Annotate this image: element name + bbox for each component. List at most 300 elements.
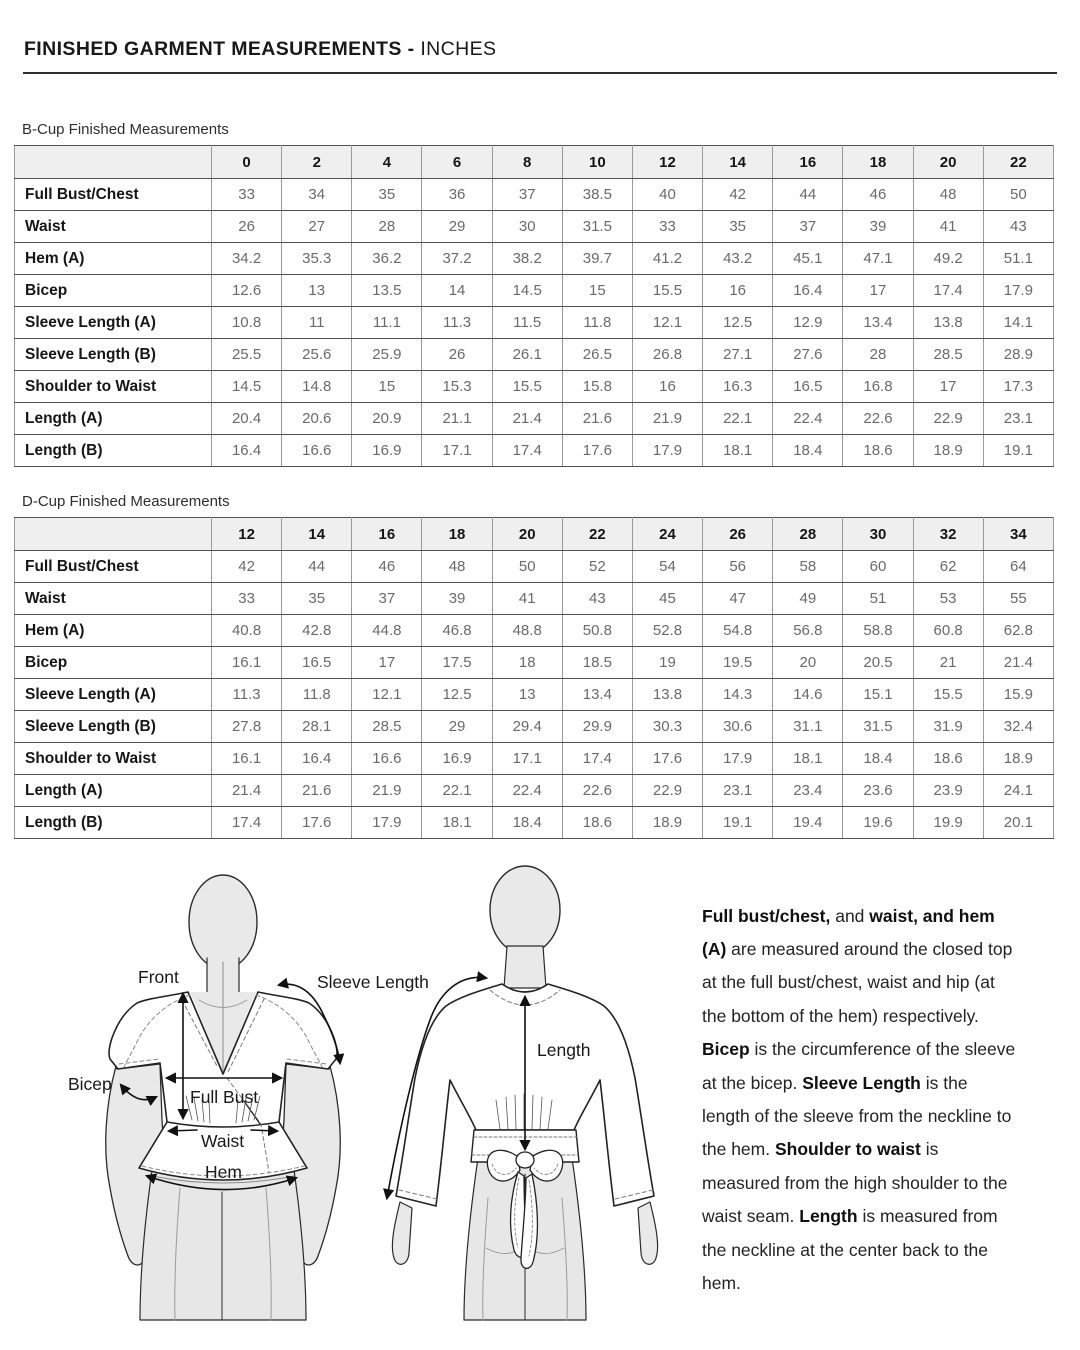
waist-label: Waist [201, 1131, 245, 1151]
measurement-value: 15.8 [562, 371, 632, 403]
measurement-value: 16.5 [773, 371, 843, 403]
measurement-value: 32.4 [983, 711, 1053, 743]
measurement-value: 36 [422, 179, 492, 211]
size-column-header: 20 [913, 146, 983, 179]
measurement-value: 45 [632, 583, 702, 615]
measurement-value: 18.4 [492, 807, 562, 839]
size-column-header: 8 [492, 146, 562, 179]
measurement-value: 11.8 [282, 679, 352, 711]
measurement-value: 28 [843, 339, 913, 371]
measurement-value: 16.4 [773, 275, 843, 307]
size-column-header: 18 [422, 518, 492, 551]
measurement-value: 16.9 [422, 743, 492, 775]
measurement-value: 20.1 [983, 807, 1053, 839]
measurement-value: 10.8 [212, 307, 282, 339]
measurement-value: 29.9 [562, 711, 632, 743]
measurement-value: 54.8 [703, 615, 773, 647]
measurement-value: 35 [703, 211, 773, 243]
measurement-value: 39 [422, 583, 492, 615]
measurement-value: 19.1 [703, 807, 773, 839]
measurement-value: 15.9 [983, 679, 1053, 711]
measurement-value: 13 [492, 679, 562, 711]
measurement-value: 12.1 [632, 307, 702, 339]
measurement-row [15, 179, 1054, 211]
measurement-value: 44 [282, 551, 352, 583]
measurement-value: 50 [983, 179, 1053, 211]
measurement-value: 19.1 [983, 435, 1053, 467]
measurement-value: 29.4 [492, 711, 562, 743]
measurement-value: 41.2 [632, 243, 702, 275]
measurement-value: 13.8 [632, 679, 702, 711]
measurement-label: Hem (A) [15, 615, 212, 647]
measurement-value: 17.4 [913, 275, 983, 307]
size-column-header: 22 [562, 518, 632, 551]
measurement-row [15, 807, 1054, 839]
measurement-value: 48.8 [492, 615, 562, 647]
measurement-value: 16.6 [282, 435, 352, 467]
measurement-value: 26.1 [492, 339, 562, 371]
measurement-value: 44 [773, 179, 843, 211]
measurement-value: 37.2 [422, 243, 492, 275]
measurement-value: 27 [282, 211, 352, 243]
measurement-label: Shoulder to Waist [15, 743, 212, 775]
measurement-value: 17.3 [983, 371, 1053, 403]
measurement-value: 11.1 [352, 307, 422, 339]
measurement-value: 13.8 [913, 307, 983, 339]
measurement-value: 29 [422, 711, 492, 743]
measurement-value: 15.3 [422, 371, 492, 403]
sleeve-length-label: Sleeve Length [317, 972, 429, 992]
measurement-value: 23.6 [843, 775, 913, 807]
measurement-label: Length (B) [15, 807, 212, 839]
measurement-value: 12.9 [773, 307, 843, 339]
measurement-value: 55 [983, 583, 1053, 615]
size-column-header: 28 [773, 518, 843, 551]
measurement-value: 41 [492, 583, 562, 615]
measurement-value: 16 [632, 371, 702, 403]
measurement-value: 31.5 [843, 711, 913, 743]
measurement-row [15, 647, 1054, 679]
measurement-row [15, 711, 1054, 743]
measurement-value: 16 [703, 275, 773, 307]
b-cup-table-header [15, 146, 1054, 179]
measurement-label: Hem (A) [15, 243, 212, 275]
measurement-value: 18.4 [773, 435, 843, 467]
measurement-value: 17.5 [422, 647, 492, 679]
measurement-value: 34.2 [212, 243, 282, 275]
measurement-value: 17.9 [983, 275, 1053, 307]
measurement-value: 40 [632, 179, 702, 211]
measurement-value: 37 [773, 211, 843, 243]
measurement-value: 17 [843, 275, 913, 307]
page-title [24, 38, 496, 61]
measurement-value: 16.1 [212, 647, 282, 679]
measurement-label: Full Bust/Chest [15, 179, 212, 211]
measurement-value: 28.5 [913, 339, 983, 371]
measurement-value: 42 [212, 551, 282, 583]
measurement-value: 46 [843, 179, 913, 211]
size-column-header: 16 [773, 146, 843, 179]
measurement-value: 38.5 [562, 179, 632, 211]
front-pants [140, 1170, 306, 1320]
measurement-value: 16.3 [703, 371, 773, 403]
measurement-value: 11.8 [562, 307, 632, 339]
measurement-value: 25.9 [352, 339, 422, 371]
measurement-value: 38.2 [492, 243, 562, 275]
measurement-row [15, 743, 1054, 775]
measurement-value: 25.5 [212, 339, 282, 371]
measurement-value: 58.8 [843, 615, 913, 647]
table-corner-cell [15, 518, 212, 551]
measurement-row [15, 551, 1054, 583]
title-divider [23, 72, 1057, 74]
b-cup-measurements-table [14, 145, 1054, 467]
measurement-value: 35 [352, 179, 422, 211]
garment-measurement-diagram [40, 858, 700, 1327]
measurement-value: 15 [352, 371, 422, 403]
measurement-value: 39 [843, 211, 913, 243]
measurement-value: 17.4 [492, 435, 562, 467]
measurement-value: 15.1 [843, 679, 913, 711]
size-column-header: 30 [843, 518, 913, 551]
measurement-value: 40.8 [212, 615, 282, 647]
measurement-value: 48 [913, 179, 983, 211]
size-column-header: 2 [282, 146, 352, 179]
measurement-value: 50.8 [562, 615, 632, 647]
measurement-value: 36.2 [352, 243, 422, 275]
measurement-value: 18.1 [422, 807, 492, 839]
measurement-value: 18.9 [983, 743, 1053, 775]
page-title-main: FINISHED GARMENT MEASUREMENTS - [24, 38, 415, 60]
measurement-value: 35 [282, 583, 352, 615]
measurement-value: 53 [913, 583, 983, 615]
measurement-value: 47.1 [843, 243, 913, 275]
d-cup-measurements-table [14, 517, 1054, 839]
measurement-value: 16.8 [843, 371, 913, 403]
d-cup-table-caption: D-Cup Finished Measurements [22, 493, 230, 510]
measurement-value: 46.8 [422, 615, 492, 647]
measurement-value: 21.9 [632, 403, 702, 435]
measurement-value: 21.4 [212, 775, 282, 807]
measurement-value: 21.6 [282, 775, 352, 807]
measurement-value: 33 [632, 211, 702, 243]
measurement-value: 17.6 [282, 807, 352, 839]
page-title-units: INCHES [414, 38, 497, 60]
measurement-value: 58 [773, 551, 843, 583]
measurement-value: 22.6 [562, 775, 632, 807]
measurement-value: 20.5 [843, 647, 913, 679]
measurement-value: 37 [492, 179, 562, 211]
description-term: Full bust/chest, [702, 905, 831, 926]
description-term: Shoulder to waist [774, 1139, 921, 1160]
measurement-value: 17.9 [352, 807, 422, 839]
measurement-value: 43 [983, 211, 1053, 243]
size-column-header: 32 [913, 518, 983, 551]
measurement-value: 28 [352, 211, 422, 243]
measurement-value: 45.1 [773, 243, 843, 275]
measurement-label: Length (A) [15, 775, 212, 807]
measurement-label: Bicep [15, 647, 212, 679]
measurement-value: 30 [492, 211, 562, 243]
measurement-value: 14.5 [492, 275, 562, 307]
measurement-value: 21 [913, 647, 983, 679]
measurement-value: 18 [492, 647, 562, 679]
measurement-value: 56.8 [773, 615, 843, 647]
size-column-header: 14 [282, 518, 352, 551]
measurement-value: 26.5 [562, 339, 632, 371]
measurement-value: 12.6 [212, 275, 282, 307]
size-column-header: 14 [703, 146, 773, 179]
back-head [490, 866, 560, 954]
measurement-value: 27.8 [212, 711, 282, 743]
measurement-value: 20.6 [282, 403, 352, 435]
measurement-value: 56 [703, 551, 773, 583]
measurement-value: 15.5 [492, 371, 562, 403]
measurement-value: 48 [422, 551, 492, 583]
measurement-value: 11.3 [212, 679, 282, 711]
size-header-row [15, 146, 1054, 179]
measurement-row [15, 243, 1054, 275]
size-column-header: 10 [562, 146, 632, 179]
hem-label: Hem [205, 1162, 242, 1182]
measurement-value: 42 [703, 179, 773, 211]
measurement-value: 47 [703, 583, 773, 615]
measurement-value: 24.1 [983, 775, 1053, 807]
measurement-value: 26 [422, 339, 492, 371]
measurement-value: 19.9 [913, 807, 983, 839]
measurement-label: Sleeve Length (A) [15, 679, 212, 711]
measurement-value: 15.5 [913, 679, 983, 711]
measurement-value: 18.1 [703, 435, 773, 467]
measurement-value: 11.5 [492, 307, 562, 339]
measurement-value: 13.5 [352, 275, 422, 307]
measurement-value: 22.1 [703, 403, 773, 435]
measurement-value: 18.6 [562, 807, 632, 839]
measurement-value: 16.5 [282, 647, 352, 679]
measurement-value: 26 [212, 211, 282, 243]
measurement-value: 49.2 [913, 243, 983, 275]
measurement-value: 19 [632, 647, 702, 679]
measurement-value: 28.9 [983, 339, 1053, 371]
size-column-header: 26 [703, 518, 773, 551]
measurement-value: 41 [913, 211, 983, 243]
size-column-header: 12 [212, 518, 282, 551]
measurement-value: 16.9 [352, 435, 422, 467]
size-column-header: 34 [983, 518, 1053, 551]
measurement-value: 17 [352, 647, 422, 679]
measurement-row [15, 615, 1054, 647]
measurement-value: 43 [562, 583, 632, 615]
measurement-label: Sleeve Length (B) [15, 711, 212, 743]
size-column-header: 18 [843, 146, 913, 179]
measurement-value: 44.8 [352, 615, 422, 647]
size-column-header: 12 [632, 146, 702, 179]
measurement-value: 19.6 [843, 807, 913, 839]
measurement-label: Full Bust/Chest [15, 551, 212, 583]
measurement-value: 13.4 [843, 307, 913, 339]
measurement-value: 18.9 [913, 435, 983, 467]
measurement-value: 23.9 [913, 775, 983, 807]
measurement-row [15, 679, 1054, 711]
measurement-value: 17.1 [492, 743, 562, 775]
measurement-value: 33 [212, 179, 282, 211]
measurement-value: 16.6 [352, 743, 422, 775]
measurement-value: 30.6 [703, 711, 773, 743]
measurement-row [15, 435, 1054, 467]
measurement-row [15, 583, 1054, 615]
measurement-value: 62 [913, 551, 983, 583]
measurement-value: 35.3 [282, 243, 352, 275]
measurement-label: Waist [15, 211, 212, 243]
bicep-label: Bicep [68, 1074, 112, 1094]
measurement-value: 62.8 [983, 615, 1053, 647]
measurement-value: 49 [773, 583, 843, 615]
back-right-hand [638, 1202, 658, 1264]
measurement-value: 31.5 [562, 211, 632, 243]
measurement-value: 12.5 [422, 679, 492, 711]
measurement-value: 12.1 [352, 679, 422, 711]
d-cup-table-header [15, 518, 1054, 551]
measurement-value: 14.5 [212, 371, 282, 403]
measurement-label: Bicep [15, 275, 212, 307]
measurement-value: 15.5 [632, 275, 702, 307]
measurement-value: 12.5 [703, 307, 773, 339]
measurement-row [15, 339, 1054, 371]
measurement-value: 15 [562, 275, 632, 307]
measurement-value: 14.3 [703, 679, 773, 711]
measurement-value: 18.6 [843, 435, 913, 467]
measurement-value: 50 [492, 551, 562, 583]
measurement-value: 21.9 [352, 775, 422, 807]
measurement-value: 16.1 [212, 743, 282, 775]
measurement-value: 17.1 [422, 435, 492, 467]
description-term: Length [799, 1206, 858, 1227]
measurement-value: 22.6 [843, 403, 913, 435]
measurement-row [15, 307, 1054, 339]
full-bust-label: Full Bust [190, 1087, 259, 1107]
measurement-value: 11 [282, 307, 352, 339]
measurement-value: 22.9 [913, 403, 983, 435]
back-figure [317, 866, 658, 1320]
measurement-label: Sleeve Length (B) [15, 339, 212, 371]
measurement-value: 51.1 [983, 243, 1053, 275]
measurement-value: 18.5 [562, 647, 632, 679]
measurement-value: 22.1 [422, 775, 492, 807]
measurement-value: 23.4 [773, 775, 843, 807]
waist-arrow-right [251, 1130, 277, 1131]
measurement-value: 23.1 [703, 775, 773, 807]
measurement-value: 54 [632, 551, 702, 583]
measurement-value: 34 [282, 179, 352, 211]
measurement-value: 22.9 [632, 775, 702, 807]
b-cup-table-caption: B-Cup Finished Measurements [22, 121, 229, 138]
measurement-value: 39.7 [562, 243, 632, 275]
measurement-value: 16.4 [212, 435, 282, 467]
measurement-value: 60.8 [913, 615, 983, 647]
measurement-value: 52 [562, 551, 632, 583]
measurement-value: 28.1 [282, 711, 352, 743]
measurement-value: 11.3 [422, 307, 492, 339]
measurement-value: 14 [422, 275, 492, 307]
measurement-value: 46 [352, 551, 422, 583]
measurement-value: 22.4 [492, 775, 562, 807]
measurement-value: 19.5 [703, 647, 773, 679]
length-label: Length [537, 1040, 591, 1060]
measurement-value: 64 [983, 551, 1053, 583]
description-term: Sleeve Length [802, 1072, 921, 1093]
measurement-value: 31.9 [913, 711, 983, 743]
measurement-value: 26.8 [632, 339, 702, 371]
measurement-label: Waist [15, 583, 212, 615]
measurement-value: 18.4 [843, 743, 913, 775]
measurement-value: 14.6 [773, 679, 843, 711]
size-column-header: 16 [352, 518, 422, 551]
measurement-value: 20 [773, 647, 843, 679]
measurement-value: 21.6 [562, 403, 632, 435]
measurement-row [15, 275, 1054, 307]
measurement-value: 20.9 [352, 403, 422, 435]
measurement-value: 14.8 [282, 371, 352, 403]
table-corner-cell [15, 146, 212, 179]
back-neck [504, 946, 546, 988]
front-figure [68, 875, 340, 1320]
measurement-value: 17 [913, 371, 983, 403]
measurement-value: 17.9 [632, 435, 702, 467]
back-left-hand [392, 1202, 412, 1264]
measurement-value: 20.4 [212, 403, 282, 435]
size-column-header: 6 [422, 146, 492, 179]
front-head [189, 875, 257, 969]
size-column-header: 22 [983, 146, 1053, 179]
measurement-value: 18.9 [632, 807, 702, 839]
measurement-value: 31.1 [773, 711, 843, 743]
measurement-value: 52.8 [632, 615, 702, 647]
size-column-header: 4 [352, 146, 422, 179]
measurement-value: 17.4 [212, 807, 282, 839]
size-column-header: 0 [212, 146, 282, 179]
measurement-value: 43.2 [703, 243, 773, 275]
measurement-value: 16.4 [282, 743, 352, 775]
measurement-value: 21.1 [422, 403, 492, 435]
d-cup-table-body [15, 551, 1054, 839]
measurement-row [15, 775, 1054, 807]
measurement-label: Length (B) [15, 435, 212, 467]
measurement-value: 25.6 [282, 339, 352, 371]
measurement-value: 27.6 [773, 339, 843, 371]
measurement-value: 18.6 [913, 743, 983, 775]
measurement-value: 51 [843, 583, 913, 615]
measurement-description: Full bust/chest, and waist, and hem (A) are measured around the closed top at the full bust/chest, waist and hip (at the bottom of the hem) respectively. Bicep is the circumference of the sleeve at the bicep. Sleeve Length is the length of the sleeve from the neckline to the hem. Shoulder to waist is measured from the high shoulder to the waist seam. Length is measured from the neckline at the center back to the hem. [702, 905, 1016, 1293]
front-label: Front [138, 967, 179, 987]
measurement-row [15, 403, 1054, 435]
measurement-value: 19.4 [773, 807, 843, 839]
measurement-value: 21.4 [983, 647, 1053, 679]
size-column-header: 24 [632, 518, 702, 551]
measurement-value: 18.1 [773, 743, 843, 775]
measurement-value: 17.6 [562, 435, 632, 467]
measurement-label: Shoulder to Waist [15, 371, 212, 403]
measurement-label: Length (A) [15, 403, 212, 435]
measurement-value: 42.8 [282, 615, 352, 647]
measurement-value: 30.3 [632, 711, 702, 743]
size-header-row [15, 518, 1054, 551]
measurement-value: 28.5 [352, 711, 422, 743]
waist-arrow-left [169, 1130, 197, 1131]
measurement-row [15, 211, 1054, 243]
measurement-value: 17.9 [703, 743, 773, 775]
measurement-label: Sleeve Length (A) [15, 307, 212, 339]
measurement-value: 22.4 [773, 403, 843, 435]
